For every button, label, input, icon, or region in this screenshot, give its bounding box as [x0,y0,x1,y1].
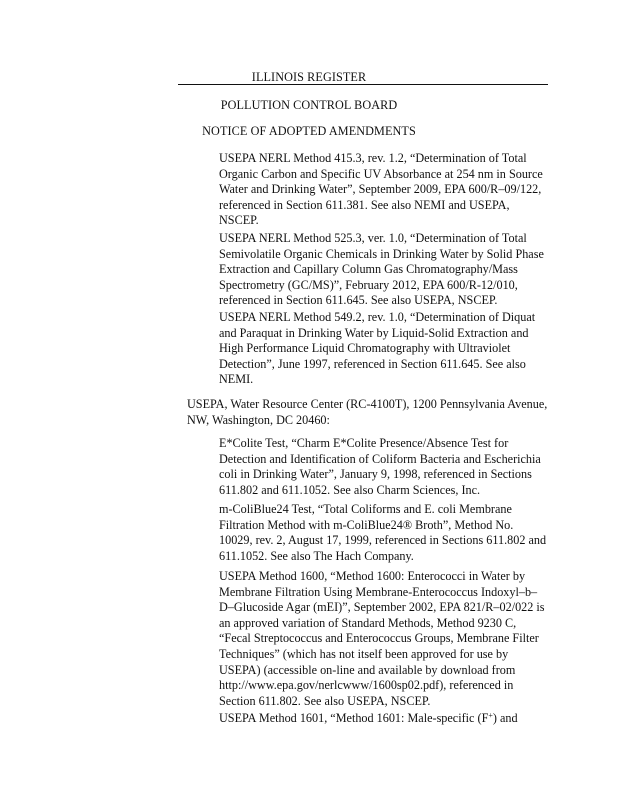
reference-line: referenced in Section 611.381. See also NEMI and USEPA, [219,197,510,212]
organization-line: NW, Washington, DC 20460: [187,412,330,427]
reference-method-1601 [219,711,551,727]
reference-line: D–Glucoside Agar (mEI)”, September 2002, EPA 821/R–02/022 is [219,600,545,615]
reference-method-549-2 [219,310,551,388]
reference-m-coliblue24-test [219,502,551,564]
reference-line: m-ColiBlue24 Test, “Total Coliforms and E. coli Membrane [219,502,512,516]
organization-line: USEPA, Water Resource Center (RC-4100T), 1200 Pennsylvania Avenue, [187,397,548,411]
reference-line: Section 611.802. See also USEPA, NSCEP. [219,693,431,708]
reference-line: Semivolatile Organic Chemicals in Drinking Water by Solid Phase [219,246,544,261]
reference-line: Detection”, June 1997, referenced in Section 611.645. See also [219,356,526,371]
reference-line: an approved variation of Standard Methods, Method 9230 C, [219,615,517,630]
reference-line: NEMI. [219,372,254,387]
reference-line: “Fecal Streptococcus and Enterococcus Groups, Membrane Filter [219,631,539,646]
reference-line: USEPA NERL Method 549.2, rev. 1.0, “Determination of Diquat [219,310,536,324]
reference-line: USEPA) (accessible on-line and available by download from [219,662,516,677]
reference-line: USEPA NERL Method 525.3, ver. 1.0, “Determination of Total [219,231,527,245]
reference-line [219,711,551,727]
reference-method-415-3 [219,151,551,229]
reference-line: USEPA NERL Method 415.3, rev. 1.2, “Determination of Total [219,151,527,165]
board-title: POLLUTION CONTROL BOARD [220,98,398,112]
reference-line: Extraction and Capillary Column Gas Chromatography/Mass [219,262,518,277]
reference-line: and Paraquat in Drinking Water by Liquid-Solid Extraction and [219,325,529,340]
reference-line: coli in Drinking Water”, January 9, 1998, referenced in Sections [219,467,532,482]
reference-line: Filtration Method with m-ColiBlue24® Broth”, Method No. [219,517,514,532]
reference-line: Membrane Filtration Using Membrane-Enterococcus Indoxyl–b– [219,584,538,599]
reference-text: USEPA Method 1601, “Method 1601: Male-specific (F [219,711,489,725]
reference-line: USEPA Method 1600, “Method 1600: Enterococci in Water by [219,569,526,583]
reference-line: Water and Drinking Water”, September 2009, EPA 600/R–09/122, [219,182,542,197]
reference-line: 611.802 and 611.1052. See also Charm Sciences, Inc. [219,482,481,497]
reference-line: referenced in Section 611.645. See also USEPA, NSCEP. [219,293,498,308]
reference-line: 611.1052. See also The Hach Company. [219,548,414,563]
reference-line: Techniques” (which has not itself been approved for use by [219,646,509,661]
reference-line: E*Colite Test, “Charm E*Colite Presence/Absence Test for [219,436,509,450]
reference-line: 10029, rev. 2, August 17, 1999, referenced in Sections 611.802 and [219,533,547,548]
reference-method-1600 [219,569,551,709]
header-rule [178,84,548,85]
superscript: + [488,711,493,720]
organization-address [187,397,559,428]
reference-line: http://www.epa.gov/nerlcwww/1600sp02.pdf), referenced in [219,678,514,693]
notice-title: NOTICE OF ADOPTED AMENDMENTS [202,124,416,138]
reference-line: Detection and Identification of Coliform Bacteria and Escherichia [219,451,541,466]
reference-line: High Performance Liquid Chromatography with Ultraviolet [219,341,511,356]
reference-text: ) and [492,711,518,725]
reference-ecolite-test [219,436,551,498]
reference-method-525-3 [219,231,551,309]
register-title: ILLINOIS REGISTER [251,70,367,84]
reference-line: Spectrometry (GC/MS)”, February 2012, EPA 600/R-12/010, [219,277,518,292]
reference-line: NSCEP. [219,213,259,228]
reference-line: Organic Carbon and Specific UV Absorbance at 254 nm in Source [219,166,543,181]
